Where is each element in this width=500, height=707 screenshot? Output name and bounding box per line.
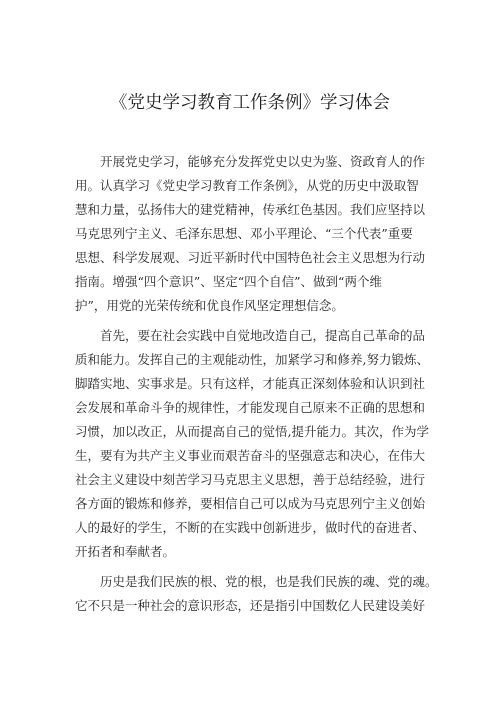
text-line: 人的最好的学生，不断的在实践中创新进步，做时代的奋进者、 [75,520,426,535]
text-line: 脚踏实地、实事求是。只有这样，才能真正深刻体验和认识到社 [75,376,426,391]
text-line: 用。认真学习《党史学习教育工作条例》，从党的历史中汲取智 [75,178,419,193]
text-line: 慧和力量，弘扬伟大的建党精神，传承红色基因。我们应坚持以 [75,202,426,217]
text-line: 马克思列宁主义、毛泽东思想、邓小平理论、“三个代表”重要 [75,226,413,241]
text-line: 首先，要在社会实践中自觉地改造自己，提高自己革命的品 [100,328,426,343]
text-line: 它不只是一种社会的意识形态，还是指引中国数亿人民建设美好 [75,598,426,613]
text-line: 各方面的锻炼和修养，要相信自己可以成为马克思列宁主义创始 [75,496,426,511]
text-line: 生，要有为共产主义事业而艰苦奋斗的坚强意志和决心，在伟大 [75,448,426,463]
text-line: 思想、科学发展观、习近平新时代中国特色社会主义思想为行动 [75,250,426,265]
document-title: 《党史学习教育工作条例》学习体会 [110,93,390,113]
text-line: 护”，用党的光荣传统和优良作风坚定理想信念。 [75,298,344,313]
text-line: 社会主义建设中刻苦学习马克思主义思想，善于总结经验，进行 [75,472,426,487]
text-line: 历史是我们民族的根、党的根，也是我们民族的魂、党的魂。 [100,574,438,589]
text-line: 开展党史学习，能够充分发挥党史以史为鉴、资政育人的作 [100,154,426,169]
text-line: 习惯，加以改正，从而提高自己的觉悟,提升能力。其次，作为学 [75,424,429,439]
text-line: 质和能力。发挥自己的主观能动性，加紧学习和修养,努力锻炼、 [75,352,429,367]
text-line: 开拓者和奉献者。 [75,544,176,559]
text-line: 会发展和革命斗争的规律性，才能发现自己原来不正确的思想和 [75,400,426,415]
text-line: 指南。增强“四个意识”、坚定“四个自信”、做到“两个维 [75,274,382,289]
